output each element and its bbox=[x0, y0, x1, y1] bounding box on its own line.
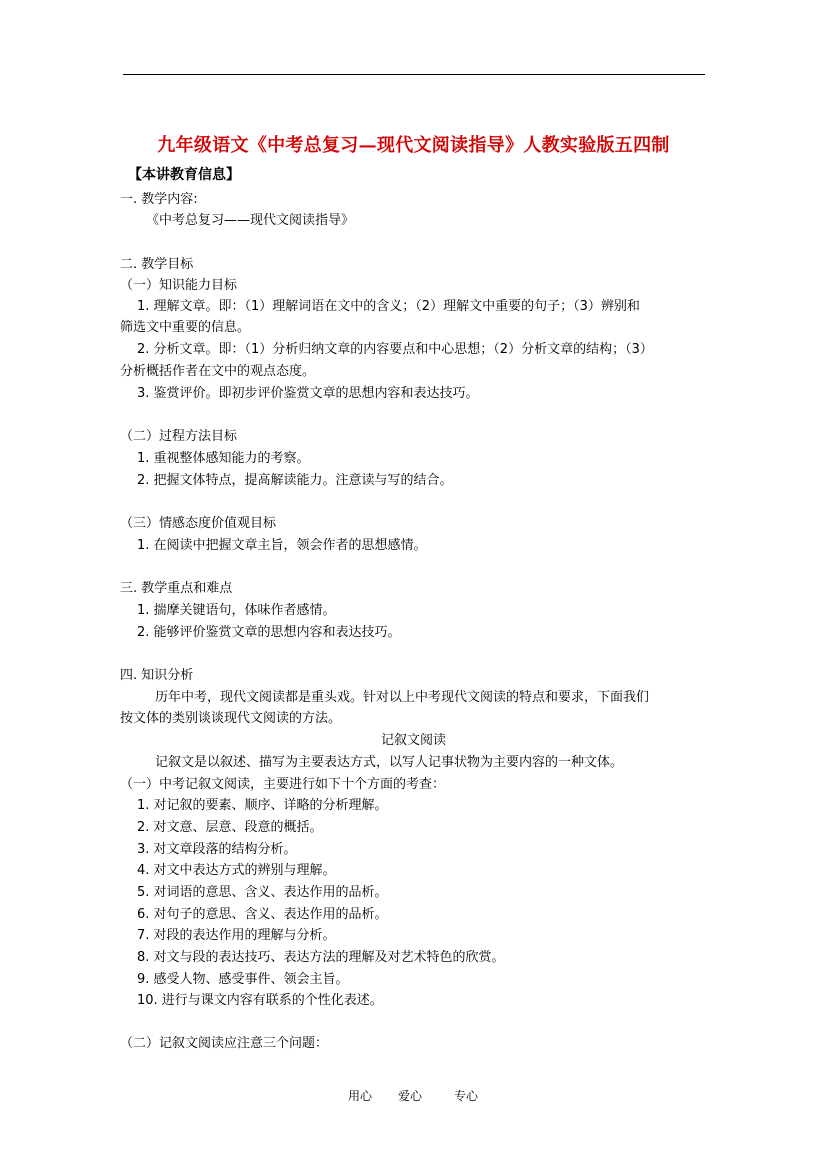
list-item: 9. 感受人物、感受事件、领会主旨。 bbox=[137, 972, 349, 987]
list-item: 1. 揣摩关键语句，体味作者感情。 bbox=[137, 603, 336, 618]
section-header: 【本讲教育信息】 bbox=[128, 167, 240, 183]
footer-text-2: 爱心 bbox=[398, 1089, 423, 1103]
list-item: 5. 对词语的意思、含义、表达作用的品析。 bbox=[137, 885, 388, 900]
s1-content: 《中考总复习——现代文阅读指导》 bbox=[146, 213, 355, 228]
s1-heading: 一. 教学内容: bbox=[120, 192, 198, 207]
list-item: 4. 对文中表达方式的辨别与理解。 bbox=[137, 863, 336, 878]
subtitle: 记叙文阅读 bbox=[380, 733, 446, 748]
s2-g2-heading: （二）过程方法目标 bbox=[120, 429, 238, 444]
s4-heading: 四. 知识分析 bbox=[120, 668, 194, 683]
list-item-cont: 筛选文中重要的信息。 bbox=[120, 320, 251, 335]
list-item: 2. 对文意、层意、段意的概括。 bbox=[137, 820, 323, 835]
list-item: 7. 对段的表达作用的理解与分析。 bbox=[137, 928, 336, 943]
footer-text-3: 专心 bbox=[454, 1089, 479, 1103]
q2-heading: （二）记叙文阅读应注意三个问题： bbox=[120, 1036, 329, 1051]
s2-heading: 二. 教学目标 bbox=[120, 257, 194, 272]
s2-g3-heading: （三）情感态度价值观目标 bbox=[120, 516, 277, 531]
q1-heading: （一）中考记叙文阅读，主要进行如下十个方面的考查： bbox=[120, 777, 446, 792]
paragraph: 历年中考，现代文阅读都是重头戏。针对以上中考现代文阅读的特点和要求，下面我们 bbox=[155, 690, 650, 705]
list-item: 1. 对记叙的要素、顺序、详略的分析理解。 bbox=[137, 798, 388, 813]
list-item: 10. 进行与课文内容有联系的个性化表述。 bbox=[137, 993, 383, 1008]
list-item: 2. 能够评价鉴赏文章的思想内容和表达技巧。 bbox=[137, 625, 401, 640]
s2-g1-heading: （一）知识能力目标 bbox=[120, 278, 238, 293]
s3-heading: 三. 教学重点和难点 bbox=[120, 581, 233, 596]
list-item: 8. 对文与段的表达技巧、表达方法的理解及对艺术特色的欣赏。 bbox=[137, 950, 505, 965]
footer-text-1: 用心 bbox=[348, 1089, 373, 1103]
paragraph-cont: 按文体的类别谈谈现代文阅读的方法。 bbox=[120, 711, 342, 726]
list-item: 1. 在阅读中把握文章主旨，领会作者的思想感情。 bbox=[137, 538, 427, 553]
header-rule bbox=[123, 74, 705, 75]
list-item: 2. 把握文体特点，提高解读能力。注意读与写的结合。 bbox=[137, 473, 453, 488]
list-item-cont: 分析概括作者在文中的观点态度。 bbox=[120, 364, 316, 379]
list-item: 3. 鉴赏评价。即初步评价鉴赏文章的思想内容和表达技巧。 bbox=[137, 386, 479, 401]
document-title: 九年级语文《中考总复习—现代文阅读指导》人教实验版五四制 bbox=[157, 135, 670, 156]
list-item: 2. 分析文章。即：（1）分析归纳文章的内容要点和中心思想；（2）分析文章的结构；（3） bbox=[137, 342, 653, 357]
paragraph: 记叙文是以叙述、描写为主要表达方式，以写人记事状物为主要内容的一种文体。 bbox=[155, 755, 624, 770]
list-item: 6. 对句子的意思、含义、表达作用的品析。 bbox=[137, 907, 388, 922]
list-item: 1. 重视整体感知能力的考察。 bbox=[137, 451, 310, 466]
list-item: 1. 理解文章。即：（1）理解词语在文中的含义；（2）理解文中重要的句子；（3）辨别和 bbox=[137, 299, 640, 314]
list-item: 3. 对文章段落的结构分析。 bbox=[137, 842, 297, 857]
